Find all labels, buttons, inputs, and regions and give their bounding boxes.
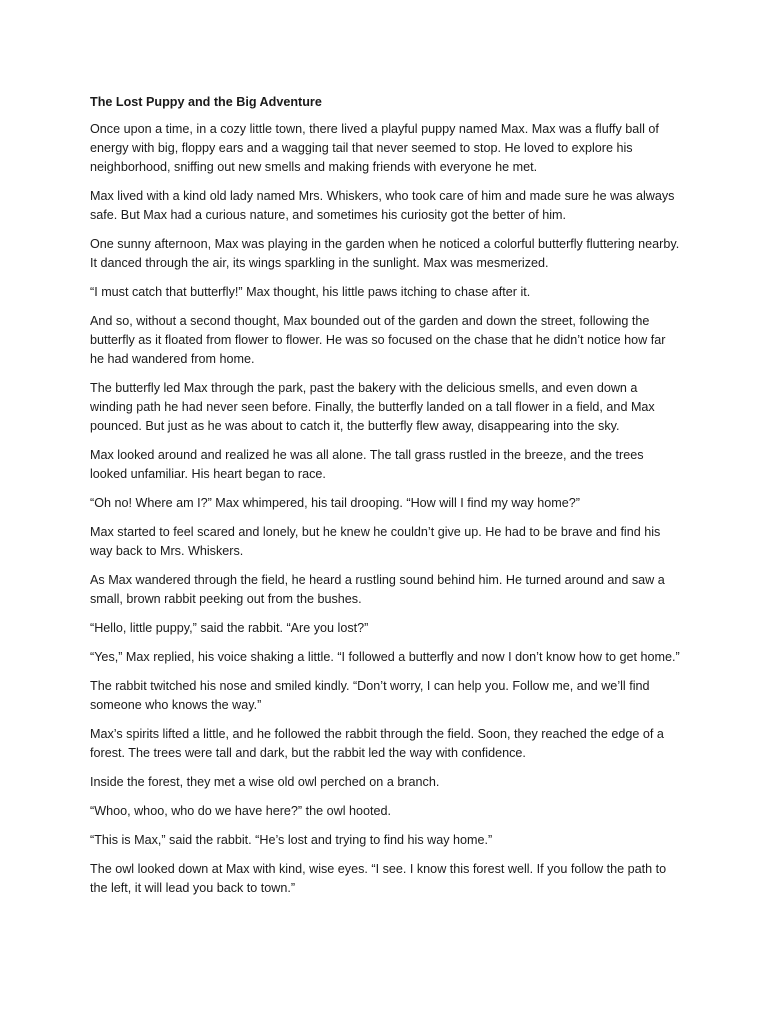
paragraph: Inside the forest, they met a wise old owl perched on a branch. — [90, 775, 440, 789]
paragraph: “Yes,” Max replied, his voice shaking a little. “I followed a butterfly and now I don’t know how to get home.” — [90, 650, 680, 664]
paragraph: “I must catch that butterfly!” Max thought, his little paws itching to chase after it. — [90, 285, 531, 299]
paragraph: The owl looked down at Max with kind, wise eyes. “I see. I know this forest well. If you follow the path to the left, it will lead you back to town.” — [90, 862, 667, 895]
paragraph: Max looked around and realized he was all alone. The tall grass rustled in the breeze, and the trees looked unfamiliar. His heart began to race. — [90, 448, 644, 481]
document-page — [90, 93, 682, 908]
paragraph: The butterfly led Max through the park, past the bakery with the delicious smells, and even down a winding path he had never seen before. Finally, the butterfly landed on a tall flower in a field, and Max pounced. But just as he was about to catch it, the butterfly flew away, disappearing into the sky. — [90, 381, 655, 433]
paragraph: The rabbit twitched his nose and smiled kindly. “Don’t worry, I can help you. Follow me, and we’ll find someone who knows the way.” — [90, 679, 650, 712]
story-title: The Lost Puppy and the Big Adventure — [90, 95, 322, 109]
paragraph: And so, without a second thought, Max bounded out of the garden and down the street, following the butterfly as it floated from flower to flower. He was so focused on the chase that he didn’t notice how far he had wandered from home. — [90, 314, 666, 366]
paragraph: Max’s spirits lifted a little, and he followed the rabbit through the field. Soon, they reached the edge of a forest. The trees were tall and dark, but the rabbit led the way with confidence. — [90, 727, 664, 760]
paragraph: Max started to feel scared and lonely, but he knew he couldn’t give up. He had to be brave and find his way back to Mrs. Whiskers. — [90, 525, 661, 558]
paragraph: “Hello, little puppy,” said the rabbit. “Are you lost?” — [90, 621, 369, 635]
paragraph: “Oh no! Where am I?” Max whimpered, his tail drooping. “How will I find my way home?” — [90, 496, 580, 510]
paragraph: As Max wandered through the field, he heard a rustling sound behind him. He turned around and saw a small, brown rabbit peeking out from the bushes. — [90, 573, 665, 606]
paragraph: “Whoo, whoo, who do we have here?” the owl hooted. — [90, 804, 392, 818]
paragraph: One sunny afternoon, Max was playing in the garden when he noticed a colorful butterfly fluttering nearby. It danced through the air, its wings sparkling in the sunlight. Max was mesmerized. — [90, 237, 680, 270]
paragraph: “This is Max,” said the rabbit. “He’s lost and trying to find his way home.” — [90, 833, 493, 847]
paragraph: Once upon a time, in a cozy little town, there lived a playful puppy named Max. Max was a fluffy ball of energy with big, floppy ears and a wagging tail that never seemed to stop. He loved to explore his neighborhood, sniffing out new smells and making friends with everyone he met. — [90, 122, 659, 174]
paragraph: Max lived with a kind old lady named Mrs. Whiskers, who took care of him and made sure he was always safe. But Max had a curious nature, and sometimes his curiosity got the better of him. — [90, 189, 675, 222]
